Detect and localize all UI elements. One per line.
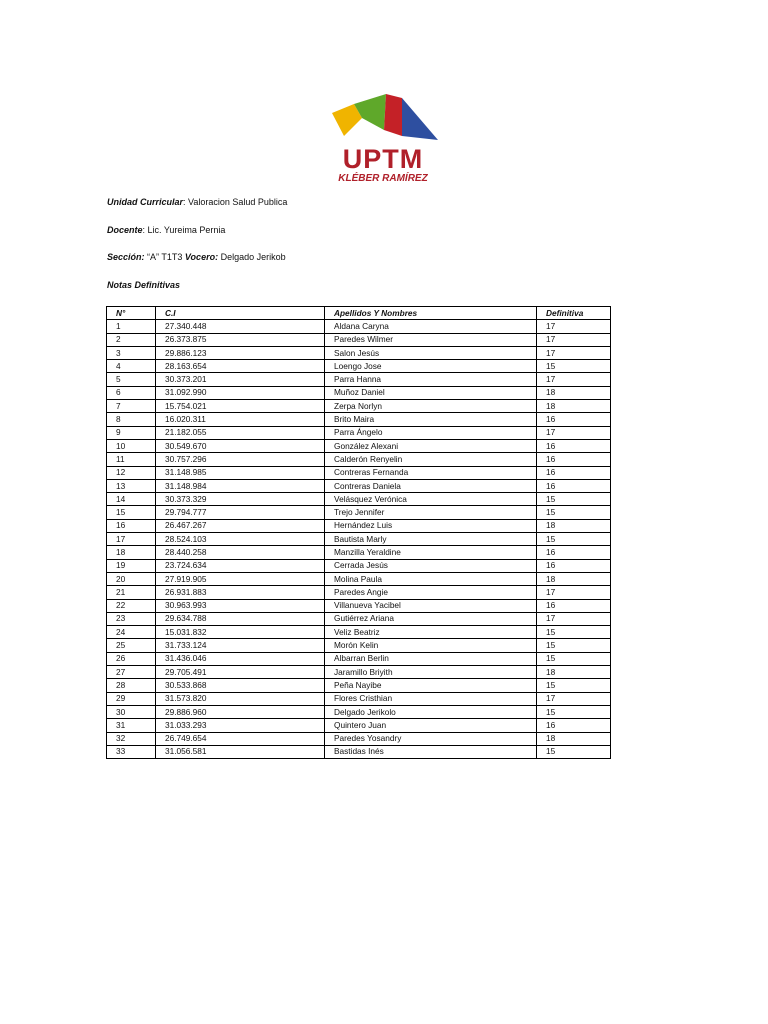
- row-grade: 16: [537, 439, 611, 452]
- unidad-value: Valoracion Salud Publica: [188, 197, 288, 207]
- header-ci: C.I: [156, 307, 325, 320]
- row-ci: 26.749.654: [156, 732, 325, 745]
- row-name: Manzilla Yeraldine: [325, 546, 537, 559]
- row-grade: 15: [537, 679, 611, 692]
- row-grade: 18: [537, 400, 611, 413]
- unidad-curricular-line: Unidad Curricular: Valoracion Salud Publica: [107, 197, 288, 207]
- row-grade: 15: [537, 506, 611, 519]
- row-grade: 17: [537, 692, 611, 705]
- row-ci: 29.705.491: [156, 666, 325, 679]
- row-number: 10: [107, 439, 156, 452]
- row-number: 8: [107, 413, 156, 426]
- row-ci: 28.524.103: [156, 533, 325, 546]
- row-ci: 31.573.820: [156, 692, 325, 705]
- table-row: [107, 373, 611, 386]
- row-name: Albarran Berlin: [325, 652, 537, 665]
- row-name: Salon Jesús: [325, 346, 537, 359]
- row-name: Quintero Juan: [325, 719, 537, 732]
- row-number: 4: [107, 360, 156, 373]
- row-name: Parra Hanna: [325, 373, 537, 386]
- table-row: [107, 599, 611, 612]
- table-row: [107, 346, 611, 359]
- row-grade: 15: [537, 493, 611, 506]
- row-ci: 29.634.788: [156, 612, 325, 625]
- row-grade: 15: [537, 533, 611, 546]
- row-name: Gutiérrez Ariana: [325, 612, 537, 625]
- row-grade: 17: [537, 320, 611, 333]
- table-row: [107, 413, 611, 426]
- row-ci: 15.754.021: [156, 400, 325, 413]
- table-row: [107, 666, 611, 679]
- row-number: 16: [107, 519, 156, 532]
- logo-subtitle: KLÉBER RAMÍREZ: [338, 173, 428, 184]
- row-grade: 16: [537, 479, 611, 492]
- row-number: 3: [107, 346, 156, 359]
- row-name: Veliz Beatriz: [325, 626, 537, 639]
- row-number: 25: [107, 639, 156, 652]
- row-ci: 26.931.883: [156, 586, 325, 599]
- row-name: Contreras Daniela: [325, 479, 537, 492]
- row-number: 11: [107, 453, 156, 466]
- row-name: Velásquez Verónica: [325, 493, 537, 506]
- row-ci: 30.549.670: [156, 439, 325, 452]
- row-name: Contreras Fernanda: [325, 466, 537, 479]
- row-grade: 18: [537, 666, 611, 679]
- row-name: Zerpa Norlyn: [325, 400, 537, 413]
- row-name: Cerrada Jesús: [325, 559, 537, 572]
- row-ci: 23.724.634: [156, 559, 325, 572]
- row-number: 9: [107, 426, 156, 439]
- row-name: Brito Maira: [325, 413, 537, 426]
- row-number: 18: [107, 546, 156, 559]
- row-grade: 18: [537, 519, 611, 532]
- notas-title: Notas Definitivas: [107, 280, 181, 290]
- row-ci: 29.886.960: [156, 705, 325, 718]
- row-name: Parra Ángelo: [325, 426, 537, 439]
- vocero-value: Delgado Jerikob: [220, 252, 286, 262]
- table-row: [107, 692, 611, 705]
- row-name: Delgado Jerikolo: [325, 705, 537, 718]
- row-ci: 31.033.293: [156, 719, 325, 732]
- table-row: [107, 546, 611, 559]
- row-number: 15: [107, 506, 156, 519]
- row-ci: 29.886.123: [156, 346, 325, 359]
- row-number: 6: [107, 386, 156, 399]
- row-number: 31: [107, 719, 156, 732]
- row-ci: 27.340.448: [156, 320, 325, 333]
- row-name: Calderón Renyelin: [325, 453, 537, 466]
- row-name: Bastidas Inés: [325, 745, 537, 758]
- row-number: 33: [107, 745, 156, 758]
- row-grade: 17: [537, 373, 611, 386]
- row-grade: 15: [537, 360, 611, 373]
- docente-label: Docente: [107, 225, 143, 235]
- row-number: 32: [107, 732, 156, 745]
- docente-value: Lic. Yureima Pernia: [147, 225, 226, 235]
- table-row: [107, 559, 611, 572]
- table-row: [107, 493, 611, 506]
- seccion-label: Sección:: [107, 252, 145, 262]
- row-grade: 16: [537, 413, 611, 426]
- table-row: [107, 679, 611, 692]
- row-grade: 15: [537, 745, 611, 758]
- row-name: Muñoz Daniel: [325, 386, 537, 399]
- row-number: 12: [107, 466, 156, 479]
- row-number: 5: [107, 373, 156, 386]
- notas-title-line: [107, 280, 180, 291]
- docente-line: Docente: Lic. Yureima Pernia: [107, 225, 226, 235]
- row-grade: 17: [537, 346, 611, 359]
- table-row: [107, 732, 611, 745]
- row-number: 27: [107, 666, 156, 679]
- row-grade: 15: [537, 652, 611, 665]
- row-ci: 31.092.990: [156, 386, 325, 399]
- table-row: [107, 333, 611, 346]
- row-name: Peña Nayibe: [325, 679, 537, 692]
- row-ci: 26.373.875: [156, 333, 325, 346]
- table-row: [107, 519, 611, 532]
- row-name: Paredes Wilmer: [325, 333, 537, 346]
- row-ci: 31.056.581: [156, 745, 325, 758]
- row-ci: 31.148.984: [156, 479, 325, 492]
- row-number: 26: [107, 652, 156, 665]
- row-grade: 15: [537, 705, 611, 718]
- row-number: 17: [107, 533, 156, 546]
- row-grade: 16: [537, 546, 611, 559]
- unidad-label: Unidad Curricular: [107, 197, 184, 207]
- row-ci: 31.733.124: [156, 639, 325, 652]
- table-row: [107, 626, 611, 639]
- row-grade: 17: [537, 612, 611, 625]
- header-grade: Definitiva: [537, 307, 611, 320]
- table-row: [107, 612, 611, 625]
- vocero-label: Vocero:: [184, 252, 219, 262]
- table-row: [107, 533, 611, 546]
- row-number: 30: [107, 705, 156, 718]
- table-row: [107, 360, 611, 373]
- row-name: Flores Cristhian: [325, 692, 537, 705]
- row-name: Paredes Angie: [325, 586, 537, 599]
- table-row: [107, 586, 611, 599]
- row-grade: 18: [537, 572, 611, 585]
- table-row: [107, 652, 611, 665]
- row-number: 14: [107, 493, 156, 506]
- logo-wordmark: UPTM: [342, 144, 424, 174]
- row-name: Bautista Marly: [325, 533, 537, 546]
- table-row: [107, 466, 611, 479]
- grades-table: [106, 306, 611, 759]
- row-ci: 29.794.777: [156, 506, 325, 519]
- row-name: Molina Paula: [325, 572, 537, 585]
- table-row: [107, 386, 611, 399]
- row-ci: 15.031.832: [156, 626, 325, 639]
- row-ci: 30.373.201: [156, 373, 325, 386]
- table-row: [107, 639, 611, 652]
- header-name: Apellidos Y Nombres: [325, 307, 537, 320]
- row-grade: 15: [537, 639, 611, 652]
- row-ci: 31.436.046: [156, 652, 325, 665]
- row-name: González Alexani: [325, 439, 537, 452]
- row-name: Jaramillo Briyith: [325, 666, 537, 679]
- row-grade: 16: [537, 453, 611, 466]
- row-number: 28: [107, 679, 156, 692]
- row-name: Morón Kelin: [325, 639, 537, 652]
- row-number: 7: [107, 400, 156, 413]
- row-grade: 17: [537, 426, 611, 439]
- seccion-line: [107, 252, 286, 263]
- seccion-value: “A” T1T3: [147, 252, 183, 262]
- row-ci: 28.440.258: [156, 546, 325, 559]
- table-row: [107, 426, 611, 439]
- row-name: Villanueva Yacibel: [325, 599, 537, 612]
- row-grade: 17: [537, 586, 611, 599]
- row-number: 2: [107, 333, 156, 346]
- row-ci: 16.020.311: [156, 413, 325, 426]
- row-grade: 18: [537, 732, 611, 745]
- row-ci: 26.467.267: [156, 519, 325, 532]
- table-row: [107, 745, 611, 758]
- row-number: 13: [107, 479, 156, 492]
- row-number: 29: [107, 692, 156, 705]
- table-row: [107, 705, 611, 718]
- row-ci: 30.757.296: [156, 453, 325, 466]
- table-row: [107, 320, 611, 333]
- table-body: [107, 320, 611, 759]
- row-name: Aldana Caryna: [325, 320, 537, 333]
- table-row: [107, 506, 611, 519]
- header-number: N°: [107, 307, 156, 320]
- row-grade: 18: [537, 386, 611, 399]
- table-row: [107, 439, 611, 452]
- row-name: Hernández Luis: [325, 519, 537, 532]
- table-row: [107, 719, 611, 732]
- row-number: 1: [107, 320, 156, 333]
- table-row: [107, 453, 611, 466]
- row-number: 20: [107, 572, 156, 585]
- table-row: [107, 479, 611, 492]
- uptm-logo: [326, 88, 446, 186]
- row-grade: 16: [537, 719, 611, 732]
- row-ci: 30.963.993: [156, 599, 325, 612]
- row-ci: 30.373.329: [156, 493, 325, 506]
- row-grade: 17: [537, 333, 611, 346]
- row-ci: 31.148.985: [156, 466, 325, 479]
- row-ci: 27.919.905: [156, 572, 325, 585]
- row-grade: 15: [537, 626, 611, 639]
- row-grade: 16: [537, 466, 611, 479]
- row-grade: 16: [537, 599, 611, 612]
- row-number: 22: [107, 599, 156, 612]
- row-name: Loengo Jose: [325, 360, 537, 373]
- row-ci: 30.533.868: [156, 679, 325, 692]
- table-row: [107, 572, 611, 585]
- row-name: Trejo Jennifer: [325, 506, 537, 519]
- row-number: 21: [107, 586, 156, 599]
- row-ci: 21.182.055: [156, 426, 325, 439]
- table-row: [107, 400, 611, 413]
- row-name: Paredes Yosandry: [325, 732, 537, 745]
- table-header-row: [107, 307, 611, 320]
- row-number: 24: [107, 626, 156, 639]
- row-ci: 28.163.654: [156, 360, 325, 373]
- row-grade: 16: [537, 559, 611, 572]
- row-number: 23: [107, 612, 156, 625]
- row-number: 19: [107, 559, 156, 572]
